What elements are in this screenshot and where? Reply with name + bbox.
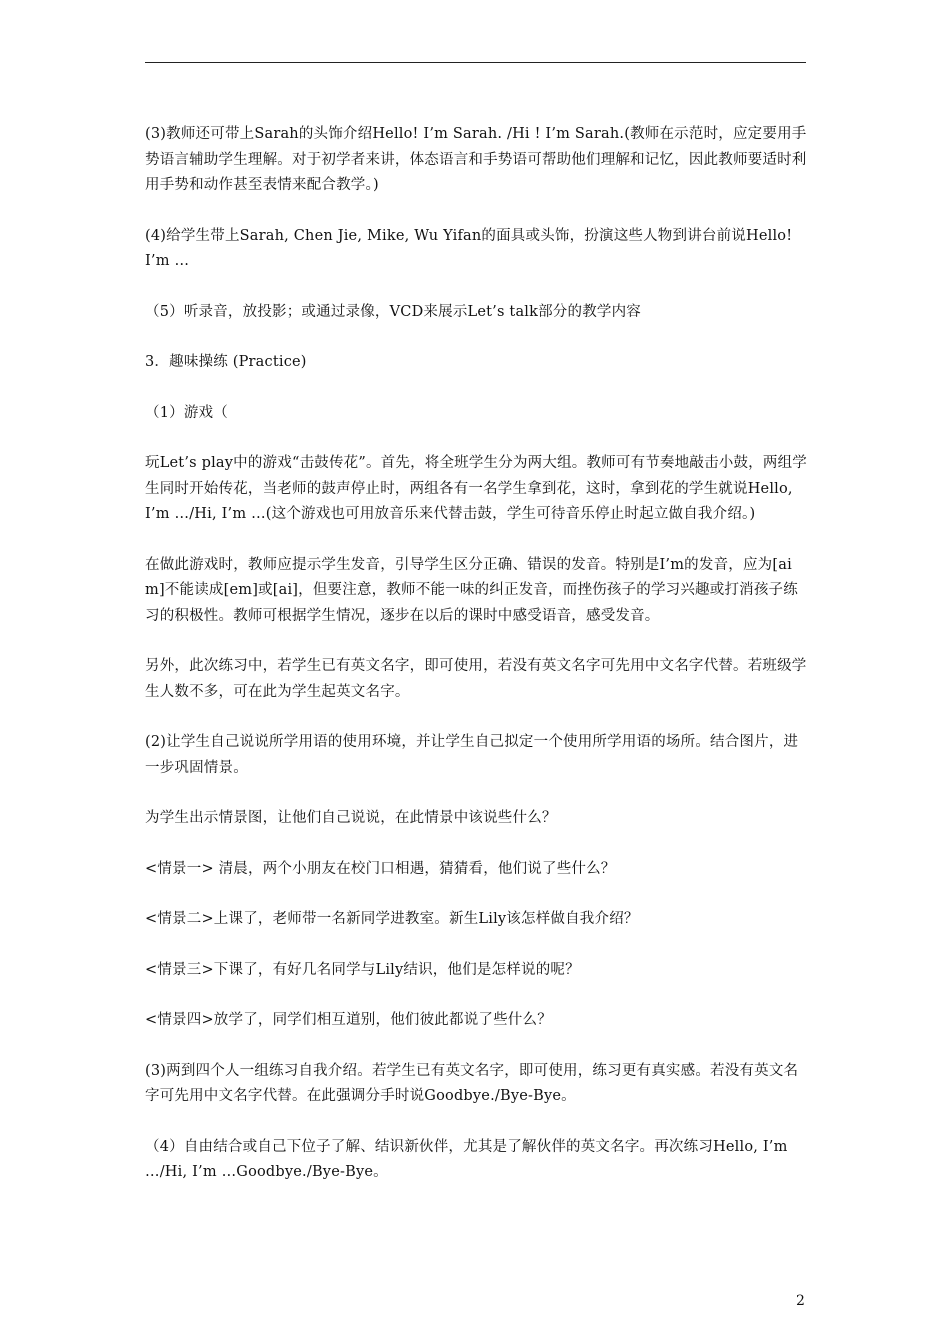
paragraph-scene-2: <情景二>上课了，老师带一名新同学进教室。新生Lily该怎样做自我介绍？ — [145, 911, 639, 927]
paragraph-group-practice: (3)两到四个人一组练习自我介绍。若学生已有英文名字，即可使用，练习更有真实感。若没有英文名字可先用中文名字代替。在此强调分手时说Goodbye./Bye-Bye。 — [145, 1062, 799, 1104]
paragraph-english-names: 另外，此次练习中，若学生已有英文名字，即可使用，若没有英文名字可先用中文名字代替。若班级学生人数不多，可在此为学生起英文名字。 — [145, 658, 807, 700]
paragraph-scene-3: <情景三>下课了，有好几名同学与Lily结识，他们是怎样说的呢？ — [145, 961, 580, 978]
paragraph-scene-1: <情景一> 清晨，两个小朋友在校门口相遇，猜猜看，他们说了些什么？ — [145, 860, 616, 877]
paragraph-5-recording: （5）听录音，放投影；或通过录像，VCD来展示Let’s talk部分的教学内容 — [145, 303, 642, 320]
paragraph-game-label: （1）游戏（ — [145, 404, 228, 421]
paragraph-usage-context: (2)让学生自己说说所学用语的使用环境，并让学生自己拟定一个使用所学用语的场所。结合图片，进一步巩固情景。 — [145, 734, 799, 776]
page-number: 2 — [796, 1293, 805, 1309]
section-heading-practice: 3．趣味操练 (Practice) — [145, 354, 307, 370]
paragraph-scene-4: <情景四>放学了，同学们相互道别，他们彼此都说了些什么？ — [145, 1012, 552, 1028]
paragraph-pronunciation: 在做此游戏时，教师应提示学生发音，引导学生区分正确、错误的发音。特别是I’m的发音，应为[aim]不能读成[em]或[ai]，但要注意，教师不能一味的纠正发音，而挫伤孩子的学习兴趣或打消孩子练习的积极性。教师可根据学生情况，逐步在以后的课时中感受语音，感受发音。 — [145, 556, 798, 624]
document-body — [145, 122, 809, 1211]
paragraph-game-description: 玩Let’s play中的游戏“击鼓传花”。首先，将全班学生分为两大组。教师可有节奏地敲击小鼓，两组学生同时开始传花，当老师的鼓声停止时，两组各有一名学生拿到花，这时，拿到花的学生就说Hello, I’m …/Hi, I’m …(这个游戏也可用放音乐来代替击鼓，学生可待音乐停止时起立做自我介绍。) — [145, 455, 807, 522]
paragraph-free-practice: （4）自由结合或自己下位子了解、结识新伙伴，尤其是了解伙伴的英文名字。再次练习Hello, I’m …/Hi, I’m …Goodbye./Bye-Bye。 — [145, 1138, 788, 1180]
header-rule — [145, 62, 806, 63]
paragraph-scene-intro: 为学生出示情景图，让他们自己说说，在此情景中该说些什么？ — [145, 810, 557, 826]
paragraph-4-masks: (4)给学生带上Sarah, Chen Jie, Mike, Wu Yifan的面具或头饰，扮演这些人物到讲台前说Hello! I’m … — [145, 227, 793, 269]
paragraph-3-headwear: (3)教师还可带上Sarah的头饰介绍Hello! I’m Sarah. /Hi ! I’m Sarah.(教师在示范时，应定要用手势语言辅助学生理解。对于初学者来讲，体态语言和手势语可帮助他们理解和记忆，因此教师要适时利用手势和动作甚至表情来配合教学。) — [145, 126, 807, 193]
